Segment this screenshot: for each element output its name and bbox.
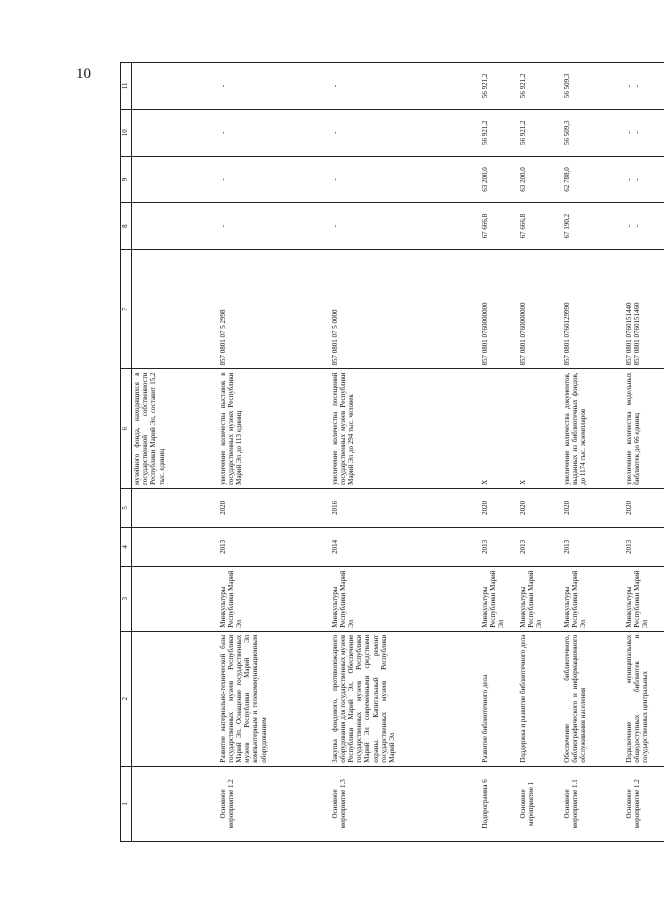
value-2015: - bbox=[330, 109, 480, 156]
col-header: 9 bbox=[121, 156, 132, 203]
executor: Минкультуры Республики Марий Эл bbox=[330, 566, 480, 631]
budget-code: 857 0801 0760000000 bbox=[518, 250, 562, 369]
measure-code bbox=[132, 766, 218, 841]
value-2014: 62 788,0 bbox=[562, 156, 624, 203]
col-header: 8 bbox=[121, 203, 132, 250]
table-row bbox=[218, 63, 330, 842]
col-header: 1 bbox=[121, 766, 132, 841]
expected-result: Х bbox=[518, 369, 562, 488]
table-row bbox=[132, 63, 218, 842]
table-row bbox=[330, 63, 480, 842]
measure-name: Развитие библиотечного дела bbox=[480, 631, 518, 766]
value-2016: 56 509,3 bbox=[562, 63, 624, 110]
table-row bbox=[480, 63, 518, 842]
measure-name: Подключение муниципальных общедоступных библиотек и государственных центральных bbox=[624, 631, 664, 766]
measure-name bbox=[132, 631, 218, 766]
col-header: 10 bbox=[121, 109, 132, 156]
measure-code: Основное мероприятие 1.2 bbox=[624, 766, 664, 841]
value-2016 bbox=[132, 63, 218, 110]
start-year: 2013 bbox=[624, 527, 664, 566]
value-2015 bbox=[132, 109, 218, 156]
table-row bbox=[518, 63, 562, 842]
end-year: 2020 bbox=[218, 488, 330, 527]
value-2015: 56 509,3 bbox=[562, 109, 624, 156]
value-2013: - bbox=[330, 203, 480, 250]
expected-result: увеличение количества посещений государственных музеев Республики Марий Эл до 294 тыс. человек bbox=[330, 369, 480, 488]
end-year: 2020 bbox=[480, 488, 518, 527]
budget-code: 857 0801 0760000000 bbox=[480, 250, 518, 369]
col-header: 5 bbox=[121, 488, 132, 527]
measure-code: Основное мероприятие 1.1 bbox=[562, 766, 624, 841]
expected-result: увеличение количества выставок в государственных музеях Республики Марий Эл до 113 единиц bbox=[218, 369, 330, 488]
end-year bbox=[132, 488, 218, 527]
rotated-table-sheet bbox=[120, 62, 649, 842]
budget-code: 857 0801 07 5 0000 bbox=[330, 250, 480, 369]
value-2016: - - bbox=[624, 63, 664, 110]
value-2015: - - bbox=[624, 109, 664, 156]
value-2014: 63 200,0 bbox=[518, 156, 562, 203]
measure-name: Поддержка и развитие библиотечного дела bbox=[518, 631, 562, 766]
expected-result: увеличение количества модельных библиотек до 66 единиц bbox=[624, 369, 664, 488]
measure-code: Основное мероприятие 1 bbox=[518, 766, 562, 841]
table-row bbox=[562, 63, 624, 842]
measure-code: Основное мероприятие 1.2 bbox=[218, 766, 330, 841]
measure-name: Обеспечение библиотечного, библиографического и информационного обслуживания населения bbox=[562, 631, 624, 766]
budget-code: 857 0801 0760129990 bbox=[562, 250, 624, 369]
col-header: 2 bbox=[121, 631, 132, 766]
measure-code: Основное мероприятие 1.3 bbox=[330, 766, 480, 841]
start-year: 2013 bbox=[562, 527, 624, 566]
value-2014: - - bbox=[624, 156, 664, 203]
start-year: 2014 bbox=[330, 527, 480, 566]
end-year: 2020 bbox=[562, 488, 624, 527]
table-row bbox=[624, 63, 664, 842]
executor: Минкультуры Республики Марий Эл bbox=[624, 566, 664, 631]
executor bbox=[132, 566, 218, 631]
value-2013: - - bbox=[624, 203, 664, 250]
value-2015: 56 921,2 bbox=[480, 109, 518, 156]
measure-name: Закупка фондового, противопожарного оборудования для государственных музеев Республики Марий Эл. Обеспечение государственных музеев Республики Марий Эл современными средствами охраны. Капитальный ремонт государственных музеев Республики Марий Эл bbox=[330, 631, 480, 766]
value-2013: 67 666,8 bbox=[480, 203, 518, 250]
value-2016: - bbox=[330, 63, 480, 110]
value-2016: 56 921,2 bbox=[518, 63, 562, 110]
executor: Минкультуры Республики Марий Эл bbox=[562, 566, 624, 631]
col-header: 7 bbox=[121, 250, 132, 369]
measure-name: Развитие материально-технической базы государственных музеев Республики Марий Эл. Оснащение государственных музеев Республики Марий Эл компьютерным и телекоммуникационным оборудованием bbox=[218, 631, 330, 766]
value-2015: - bbox=[218, 109, 330, 156]
value-2013: - bbox=[218, 203, 330, 250]
start-year bbox=[132, 527, 218, 566]
end-year: 2016 bbox=[330, 488, 480, 527]
value-2016: - bbox=[218, 63, 330, 110]
start-year: 2013 bbox=[518, 527, 562, 566]
expected-result: увеличение количества документов, выданных из библиотечных фондов, до 1174 тыс. экземпляров bbox=[562, 369, 624, 488]
executor: Минкультуры Республики Марий Эл bbox=[518, 566, 562, 631]
col-header: 11 bbox=[121, 63, 132, 110]
value-2013 bbox=[132, 203, 218, 250]
page-number: 10 bbox=[76, 66, 91, 82]
start-year: 2013 bbox=[480, 527, 518, 566]
value-2014 bbox=[132, 156, 218, 203]
value-2013: 67 190,2 bbox=[562, 203, 624, 250]
budget-code: 857 0801 07 5 2998 bbox=[218, 250, 330, 369]
executor: Минкультуры Республики Марий Эл bbox=[218, 566, 330, 631]
budget-code: 857 0801 0760151440 857 0801 0760151460 bbox=[624, 250, 664, 369]
table-body bbox=[132, 63, 664, 842]
value-2014: - bbox=[218, 156, 330, 203]
value-2014: - bbox=[330, 156, 480, 203]
measure-code: Подпрограмма 6 bbox=[480, 766, 518, 841]
end-year: 2020 bbox=[518, 488, 562, 527]
header-row bbox=[121, 63, 132, 842]
col-header: 6 bbox=[121, 369, 132, 488]
value-2013: 67 666,8 bbox=[518, 203, 562, 250]
budget-code bbox=[132, 250, 218, 369]
value-2014: 63 200,0 bbox=[480, 156, 518, 203]
executor: Минкультуры Республики Марий Эл bbox=[480, 566, 518, 631]
program-table bbox=[120, 62, 664, 842]
col-header: 3 bbox=[121, 566, 132, 631]
expected-result: музейного фонда, находящихся в государственной собственности Республики Марий Эл, составит 15,2 тыс. единиц bbox=[132, 369, 218, 488]
expected-result: Х bbox=[480, 369, 518, 488]
col-header: 4 bbox=[121, 527, 132, 566]
end-year: 2020 bbox=[624, 488, 664, 527]
start-year: 2013 bbox=[218, 527, 330, 566]
value-2015: 56 921,2 bbox=[518, 109, 562, 156]
value-2016: 56 921,2 bbox=[480, 63, 518, 110]
